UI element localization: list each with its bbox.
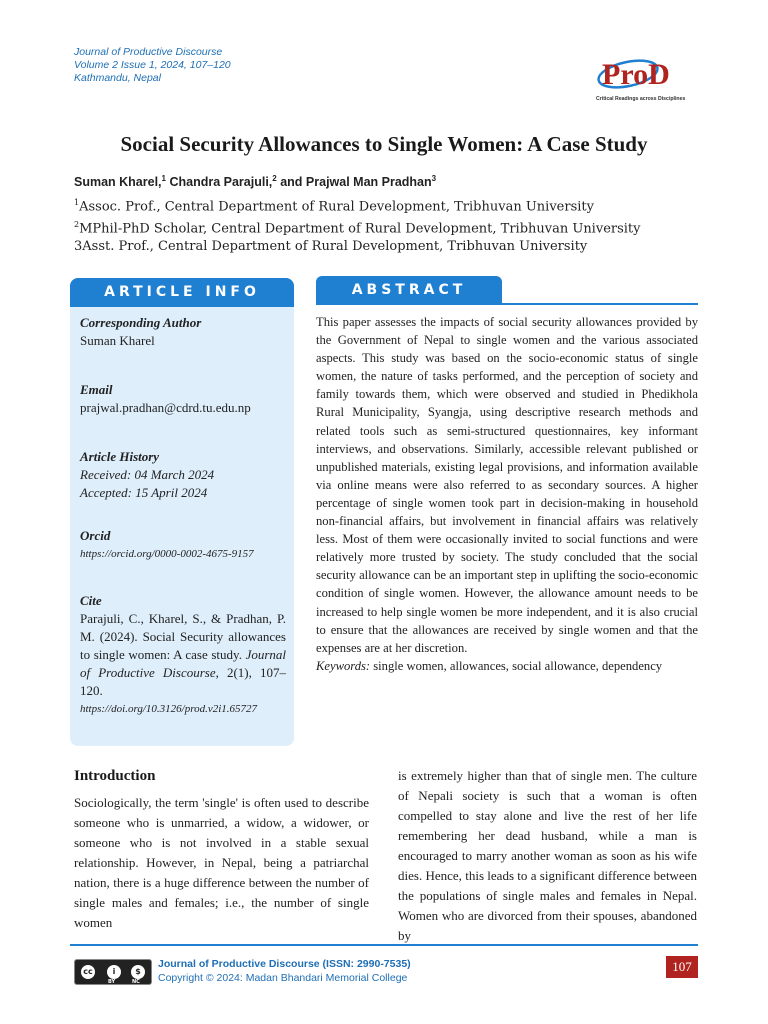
logo-tagline: Critical Readings across Disciplines <box>596 96 686 102</box>
abstract-text: This paper assesses the impacts of social security allowances provided by the Government of Nepal to single women and the various associated aspects. This study was based on the socio-economic status of single women, the nature of tasks performed, and the perception of society and family towards them, which were observed and studied in Phedikhola Rural Municipality, Syangja, using descriptive research methods and related tools such as semi-structured questionnaires, key informant interviews, and observations. Similarly, accessible relevant published or unpublished materials, existing legal provisions, and information available via online means were also referred to as secondary sources. A higher percentage of single women took part in decision-making in household non-financial affairs, but involvement in financial affairs was relatively less. Most of them were occasionally invited to social functions and were relatively more trusted by society. The study concluded that the social security allowance can be an important step in uplifting the socio-economic condition of single women. However, the allowance amount needs to be increased to help single women be more independent, and it is also crucial to ensure that the allowances are received by single women and that the expenses are at her discretion. <box>316 315 698 655</box>
article-info-heading: ARTICLE INFO <box>70 278 294 307</box>
noncommercial-icon: $ <box>129 963 147 981</box>
cite-rest: , 2(1), 107–120. <box>80 665 286 698</box>
footer-divider <box>70 944 698 946</box>
received-date: Received: 04 March 2024 <box>80 467 215 482</box>
article-info-content <box>80 314 286 718</box>
affiliation-text: MPhil-PhD Scholar, Central Department of Rural Development, Tribhuvan University <box>79 221 641 237</box>
footer-text <box>158 957 411 985</box>
footer-journal: Journal of Productive Discourse (ISSN: 2990-7535) <box>158 958 411 970</box>
corresponding-label: Corresponding Author <box>80 315 202 330</box>
logo-text: ProD <box>602 58 670 91</box>
journal-name: Journal of Productive Discourse <box>74 46 223 58</box>
orcid-label: Orcid <box>80 528 111 543</box>
journal-logo <box>588 52 700 104</box>
author-name: Chandra Parajuli, <box>169 175 273 190</box>
author-sup: 2 <box>272 174 277 183</box>
email-label: Email <box>80 382 113 397</box>
author-sup: 3 <box>431 174 437 183</box>
affiliation-text: Assoc. Prof., Central Department of Rural Development, Tribhuvan University <box>79 199 594 215</box>
journal-volume: Volume 2 Issue 1, 2024, 107–120 <box>74 59 231 71</box>
paper-title: Social Security Allowances to Single Women: A Case Study <box>120 132 648 156</box>
corresponding-value: Suman Kharel <box>80 333 155 348</box>
keywords-label: Keywords: <box>316 658 371 673</box>
attribution-icon: i <box>105 963 123 981</box>
abstract-body <box>316 313 698 675</box>
intro-left-column: Sociologically, the term 'single' is often used to describe someone who is unmarried, a widow, a widower, or someone who is not involved in a stable sexual relationship. However, in Nepal, being a patriarchal nation, there is a huge difference between the number of single males and females; i.e., the number of single women <box>74 795 369 930</box>
intro-heading: Introduction <box>74 768 156 784</box>
affiliation-sup: 2 <box>74 220 80 229</box>
author-list <box>74 174 436 189</box>
license-by: BY <box>108 979 116 985</box>
accepted-date: Accepted: 15 April 2024 <box>80 485 208 500</box>
cite-block <box>80 610 286 700</box>
cite-journal: Journal of Productive Discourse <box>80 647 287 680</box>
affiliation-text: 3Asst. Prof., Central Department of Rural Development, Tribhuvan University <box>74 239 588 254</box>
affiliation-sup: 1 <box>74 198 80 207</box>
author-sup: 1 <box>161 174 166 183</box>
license-nc: NC <box>132 979 140 985</box>
history-label: Article History <box>80 449 160 464</box>
doi-link[interactable]: https://doi.org/10.3126/prod.v2i1.65727 <box>80 703 258 715</box>
cc-icon: cc <box>79 963 97 981</box>
footer-copyright: Copyright © 2024: Madan Bhandari Memorial College <box>158 972 408 984</box>
abstract-heading: ABSTRACT <box>316 276 502 304</box>
cc-license-badge[interactable] <box>74 959 152 985</box>
cite-text: Parajuli, C., Kharel, S., & Pradhan, P. M. (2024). Social Security allowances to single women: A case study. <box>80 611 286 662</box>
abstract-divider <box>316 303 698 305</box>
keywords-value: single women, allowances, social allowance, dependency <box>370 658 663 673</box>
email-value[interactable]: prajwal.pradhan@cdrd.tu.edu.np <box>80 400 251 415</box>
intro-right-column: is extremely higher than that of single men. The culture of Nepali society is such that a woman is often compelled to stay alone and live the rest of her life remembering her dead husband, while a man is encouraged to marry another woman as soon as his wife dies. Hence, this leads to a significant difference between the populations of single males and females in Nepal. Women who are divorced from their spouses, abandoned by <box>398 768 697 943</box>
cite-label: Cite <box>80 593 102 608</box>
author-name: Suman Kharel, <box>74 175 162 190</box>
page-number: 107 <box>666 956 698 978</box>
author-name: and Prajwal Man Pradhan <box>280 175 432 190</box>
journal-header <box>74 46 231 85</box>
affiliation-3 <box>74 236 587 258</box>
journal-location: Kathmandu, Nepal <box>74 72 161 84</box>
orcid-link[interactable]: https://orcid.org/0000-0002-4675-9157 <box>80 548 254 560</box>
